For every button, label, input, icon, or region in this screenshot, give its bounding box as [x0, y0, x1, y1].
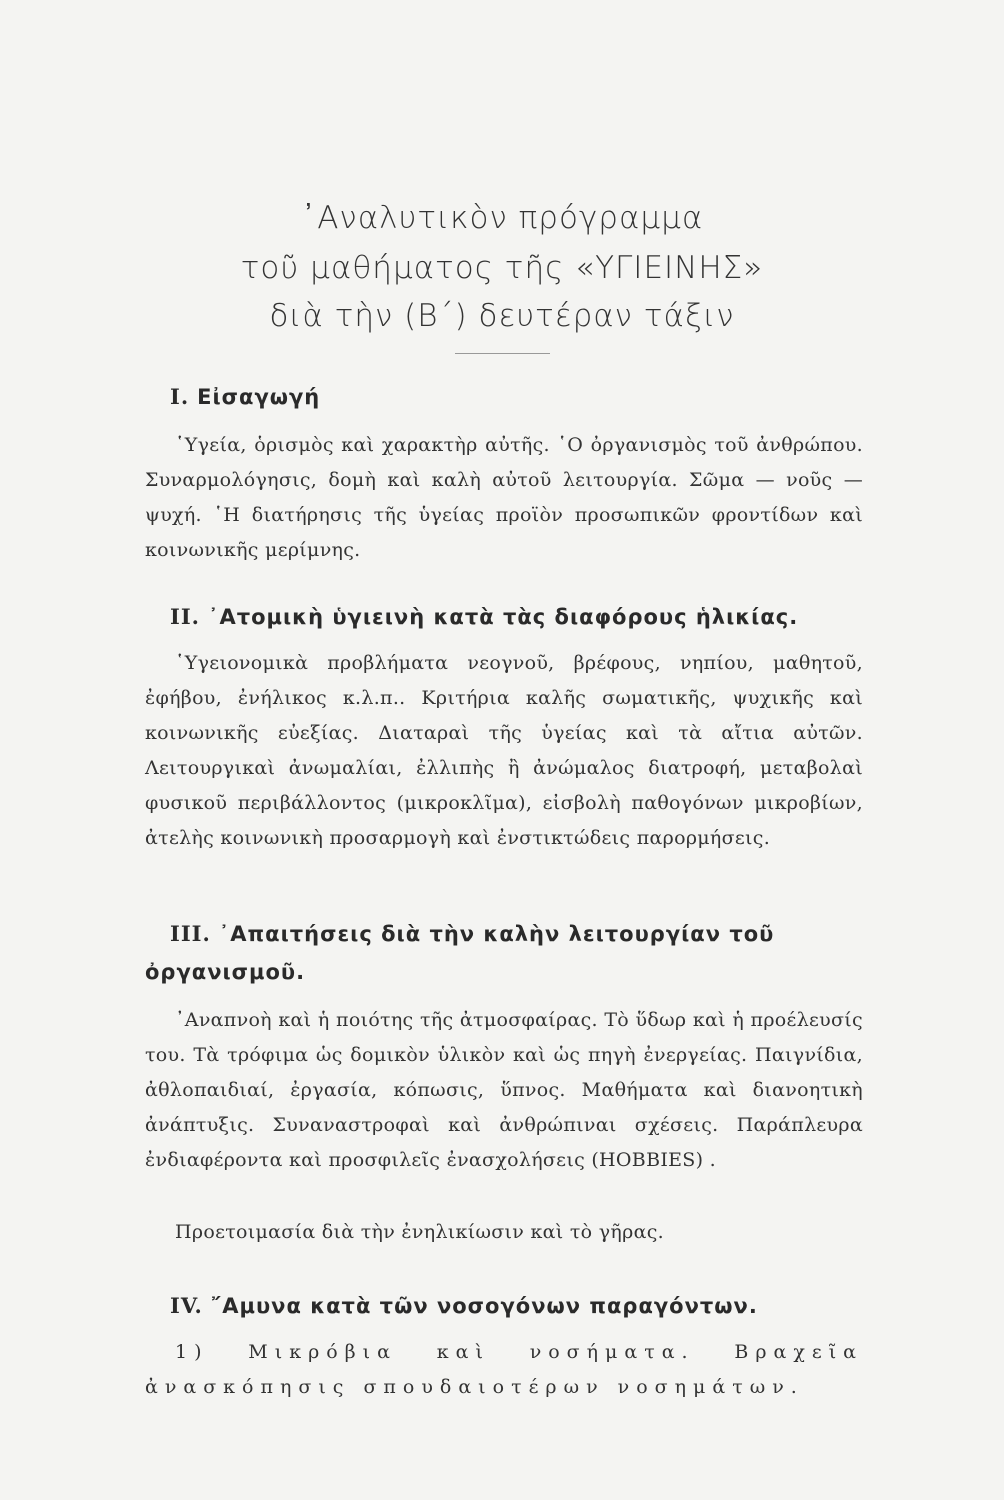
- section-2-text: ῾Υγειονομικὰ προβλήματα νεογνοῦ, βρέφους, νηπίου, μαθητοῦ, ἐφήβου, ἐνήλικος κ.λ.π.. Κριτήρια καλῆς σωματικῆς, ψυχικῆς καὶ κοινωνικῆς εὐεξίας. Διαταραὶ τῆς ὑγείας καὶ τὰ αἴτια αὐτῶν. Λειτουργικαὶ ἀνωμαλίαι, ἐλλιπὴς ἢ ἀνώμαλος διατροφή, μεταβολαὶ φυσικοῦ περιβάλλοντος (μικροκλῖμα), εἰσβολὴ παθογόνων μικροβίων, ἀτελὴς κοινωνικὴ προσαρμογὴ καὶ ἐνστικτώδεις παρορμήσεις.: [145, 652, 863, 849]
- title-line-3: διὰ τὴν (Β΄) δευτέραν τάξιν: [269, 298, 735, 334]
- section-1-title: Εἰσαγωγή: [197, 385, 321, 409]
- title-divider: [455, 353, 550, 354]
- section-1-heading: [170, 378, 870, 416]
- section-4-title: ῎Αμυνα κατὰ τῶν νοσογόνων παραγόντων.: [210, 1294, 758, 1318]
- title-line-1: ᾿Αναλυτικὸν πρόγραμμα: [300, 200, 704, 236]
- section-4-heading: [170, 1287, 870, 1325]
- section-3-text-2: Προετοιμασία διὰ τὴν ἐνηλικίωσιν καὶ τὸ γῆρας.: [175, 1221, 664, 1243]
- section-2-heading: [170, 598, 870, 636]
- section-3-title: ᾿Απαιτήσεις διὰ τὴν καλὴν λειτουργίαν τοῦ ὀργανισμοῦ.: [145, 922, 775, 984]
- section-1-text: ῾Υγεία, ὁρισμὸς καὶ χαρακτὴρ αὐτῆς. ῾Ο ὀργανισμὸς τοῦ ἀνθρώπου. Συναρμολόγησις, δομὴ καὶ καλὴ αὐτοῦ λειτουργία. Σῶμα — νοῦς — ψυχή. ῾Η διατήρησις τῆς ὑγείας προϊὸν προσωπικῶν φροντίδων καὶ κοινωνικῆς μερίμνης.: [145, 434, 863, 561]
- section-4-number: IV.: [170, 1293, 203, 1318]
- section-2-number: II.: [170, 604, 200, 629]
- section-3-text: ᾿Αναπνοὴ καὶ ἡ ποιότης τῆς ἀτμοσφαίρας. Τὸ ὕδωρ καὶ ἡ προέλευσίς του. Τὰ τρόφιμα ὡς δομικὸν ὑλικὸν καὶ ὡς πηγὴ ἐνεργείας. Παιγνίδια, ἀθλοπαιδιαί, ἐργασία, κόπωσις, ὕπνος. Μαθήματα καὶ διανοητικὴ ἀνάπτυξις. Συναναστροφαὶ καὶ ἀνθρώπιναι σχέσεις. Παράπλευρα ἐνδιαφέροντα καὶ προσφιλεῖς ἐνασχολήσεις (HOBBIES) .: [145, 1009, 863, 1171]
- section-3-heading: [145, 915, 863, 991]
- section-1-number: I.: [170, 384, 190, 409]
- section-3-number: III.: [170, 921, 211, 946]
- section-4-text: 1) Μικρόβια καὶ νοσήματα. Βραχεῖα ἀνασκόπησις σπουδαιοτέρων νοσημάτων.: [145, 1341, 863, 1398]
- title-line-2: τοῦ μαθήματος τῆς «ΥΓΙΕΙΝΗΣ»: [240, 250, 764, 286]
- section-2-title: ᾿Ατομικὴ ὑγιεινὴ κατὰ τὰς διαφόρους ἡλικίας.: [207, 605, 799, 629]
